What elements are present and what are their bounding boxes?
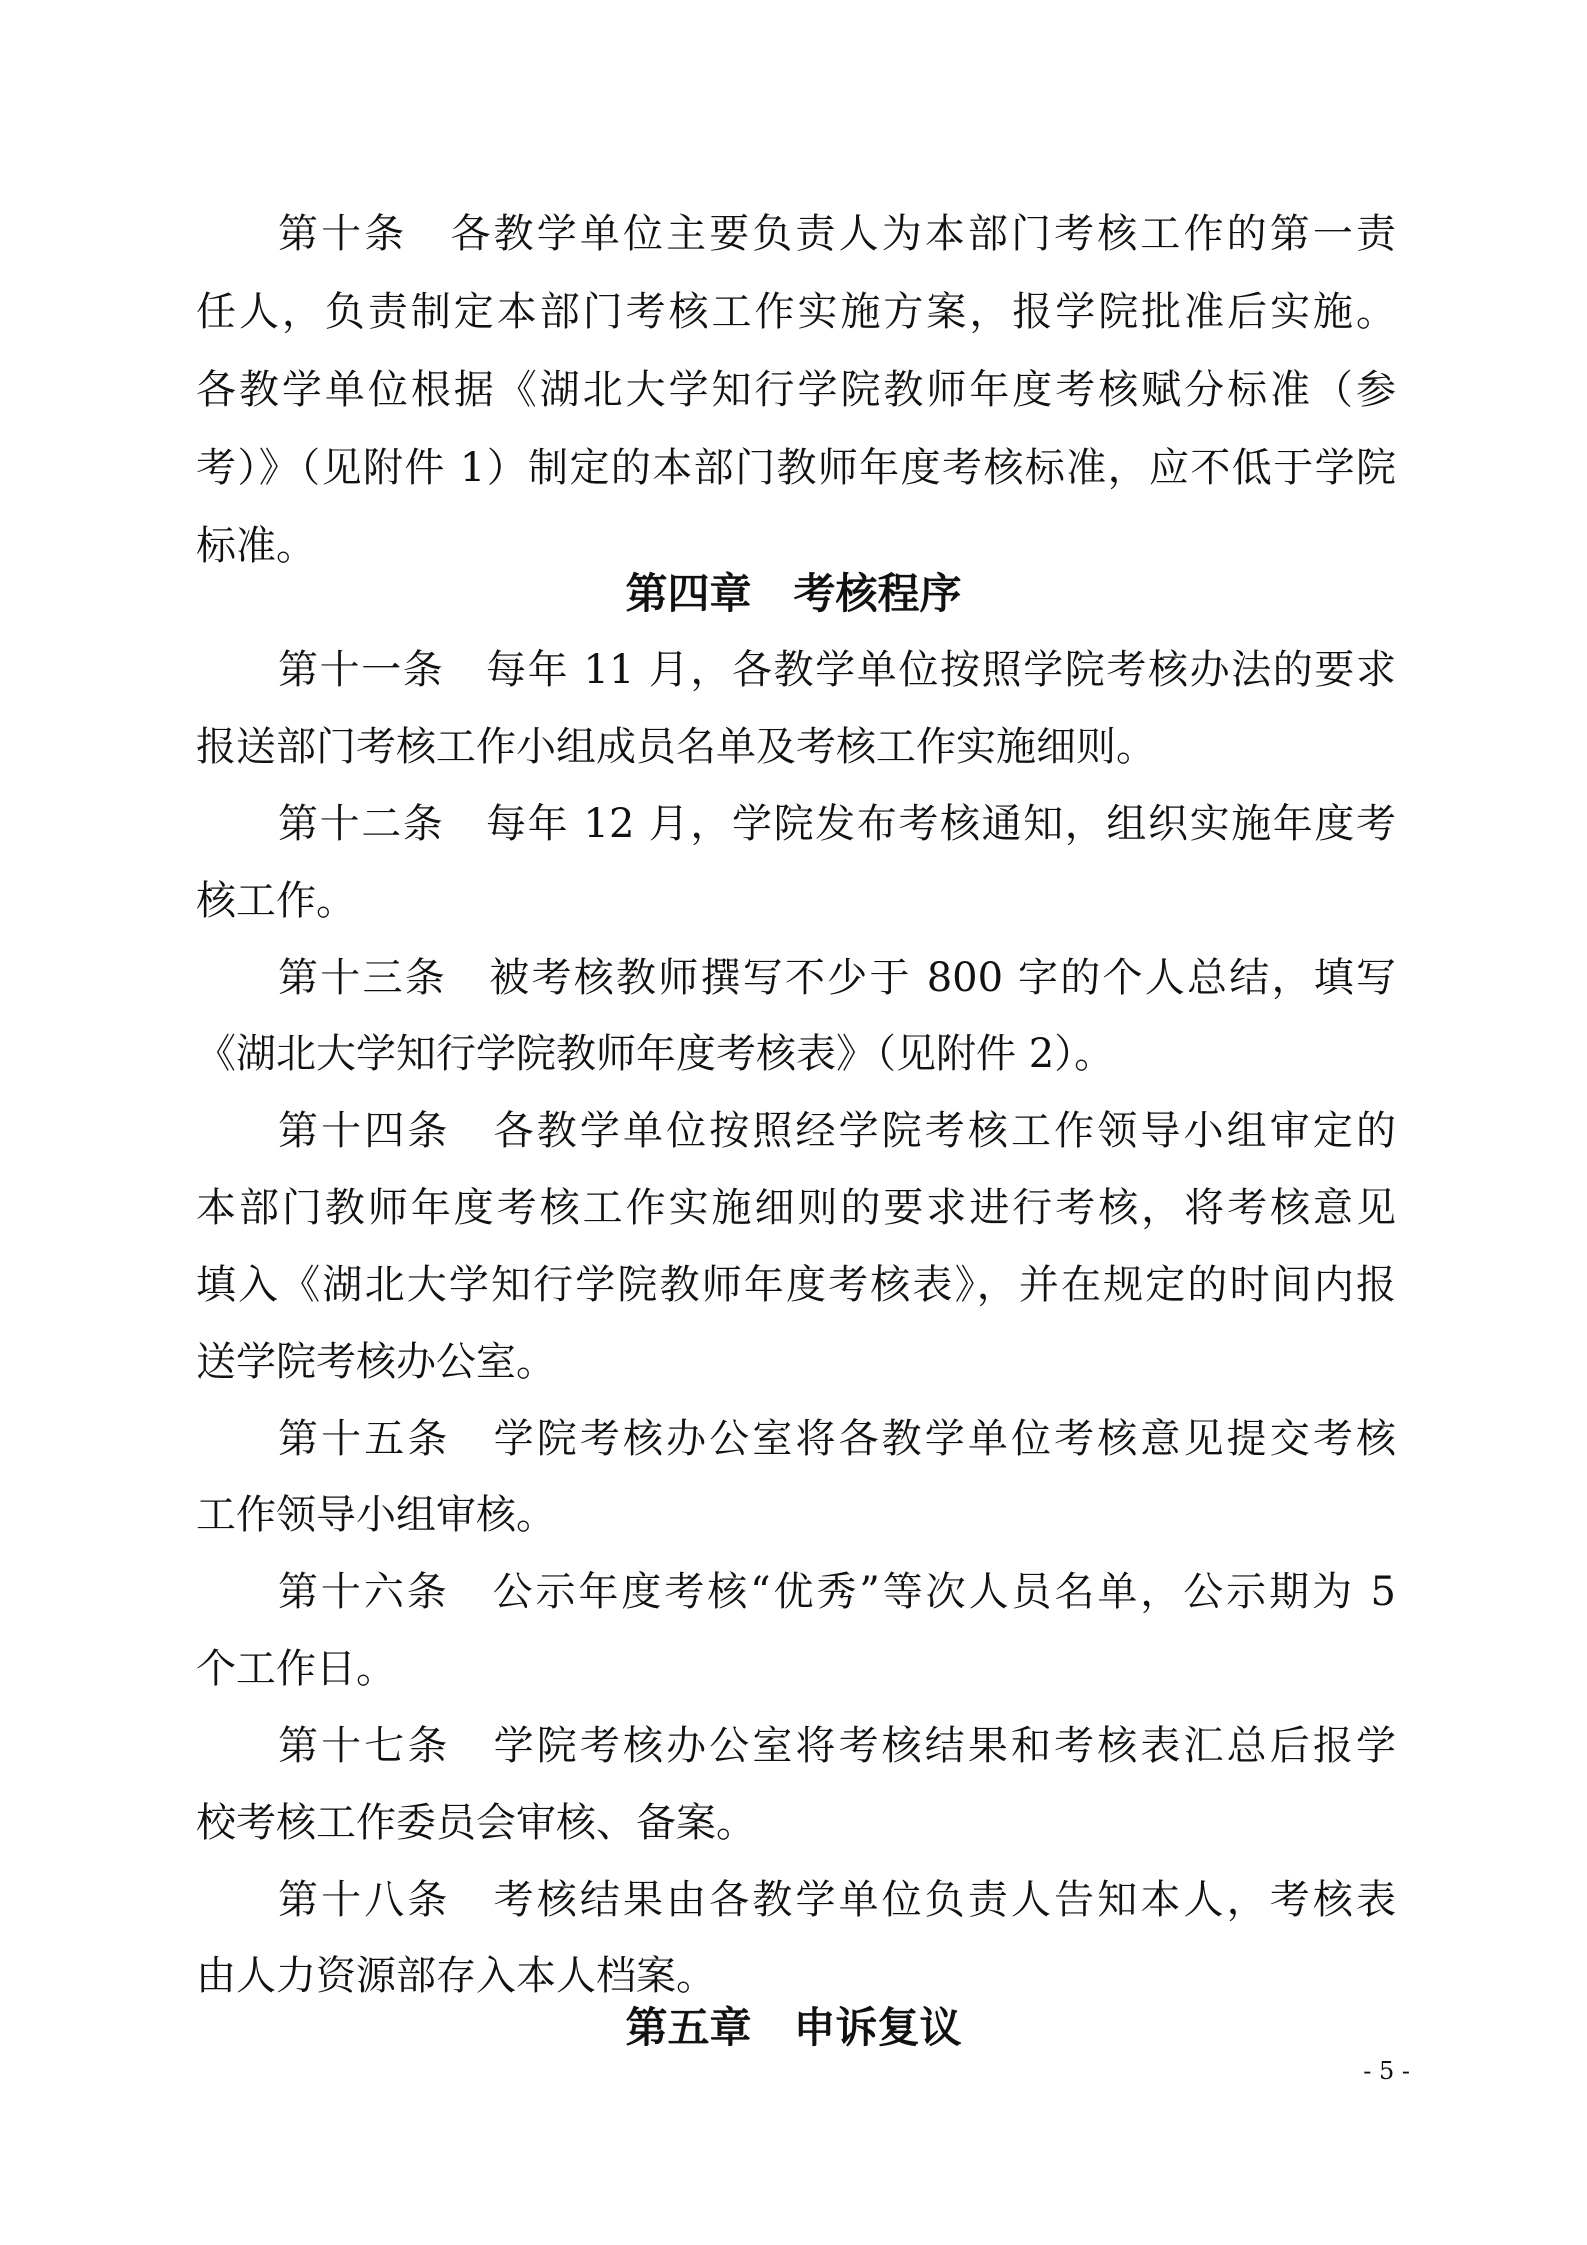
article-10-line-1: 第十条 各教学单位主要负责人为本部门考核工作的第一责 (278, 211, 1397, 257)
article-16-label: 第十六条 (278, 1569, 450, 1615)
article-13-label: 第十三条 (278, 955, 447, 1001)
article-10-line-5: 标准。 (196, 523, 316, 569)
article-17-line-1: 第十七条 学院考核办公室将考核结果和考核表汇总后报学 (278, 1723, 1397, 1769)
article-13-line-1: 第十三条 被考核教师撰写不少于 800 字的个人总结，填写 (278, 955, 1397, 1001)
article-15-line-2: 工作领导小组审核。 (196, 1492, 556, 1538)
article-18-line-2: 由人力资源部存入本人档案。 (196, 1953, 716, 1999)
article-15-line-1: 第十五条 学院考核办公室将各教学单位考核意见提交考核 (278, 1416, 1397, 1462)
article-14-line-4: 送学院考核办公室。 (196, 1339, 556, 1385)
article-14-line-1: 第十四条 各教学单位按照经学院考核工作领导小组审定的 (278, 1108, 1397, 1154)
article-11-line-2: 报送部门考核工作小组成员名单及考核工作实施细则。 (196, 724, 1156, 770)
article-10-line-3: 各教学单位根据《湖北大学知行学院教师年度考核赋分标准（参 (196, 367, 1396, 413)
article-14-label: 第十四条 (278, 1108, 451, 1154)
article-10-line-2: 任人，负责制定本部门考核工作实施方案，报学院批准后实施。 (196, 289, 1396, 335)
article-13-line-2: 《湖北大学知行学院教师年度考核表》（见附件 2）。 (196, 1031, 1115, 1077)
article-17-label: 第十七条 (278, 1723, 451, 1769)
article-12-line-2: 核工作。 (196, 878, 356, 924)
chapter-4-heading (0, 561, 1587, 627)
article-14-line-2: 本部门教师年度考核工作实施细则的要求进行考核，将考核意见 (196, 1185, 1396, 1231)
chapter-4-title: 考核程序 (793, 569, 962, 618)
article-16-line-1: 第十六条 公示年度考核“优秀”等次人员名单，公示期为 5 (278, 1569, 1397, 1615)
article-10-line-4: 考）》（见附件 1）制定的本部门教师年度考核标准，应不低于学院 (196, 445, 1396, 491)
article-16-line-2: 个工作日。 (196, 1646, 396, 1692)
article-18-line-1: 第十八条 考核结果由各教学单位负责人告知本人，考核表 (278, 1877, 1397, 1923)
chapter-5-number: 第五章 (625, 2003, 752, 2052)
article-10-label: 第十条 (278, 211, 408, 257)
article-17-line-2: 校考核工作委员会审核、备案。 (196, 1800, 756, 1846)
chapter-5-title: 申诉复议 (793, 2003, 962, 2052)
article-15-label: 第十五条 (278, 1416, 451, 1462)
chapter-5-heading (0, 1995, 1587, 2061)
article-14-line-3: 填入《湖北大学知行学院教师年度考核表》，并在规定的时间内报 (196, 1262, 1396, 1308)
article-12-label: 第十二条 (278, 801, 445, 847)
page-number: - 5 - (1363, 2057, 1410, 2085)
article-11-label: 第十一条 (278, 647, 445, 693)
article-12-line-1: 第十二条 每年 12 月，学院发布考核通知，组织实施年度考 (278, 801, 1397, 847)
article-18-label: 第十八条 (278, 1877, 451, 1923)
chapter-4-number: 第四章 (625, 569, 752, 618)
article-11-line-1: 第十一条 每年 11 月，各教学单位按照学院考核办法的要求 (278, 647, 1397, 693)
